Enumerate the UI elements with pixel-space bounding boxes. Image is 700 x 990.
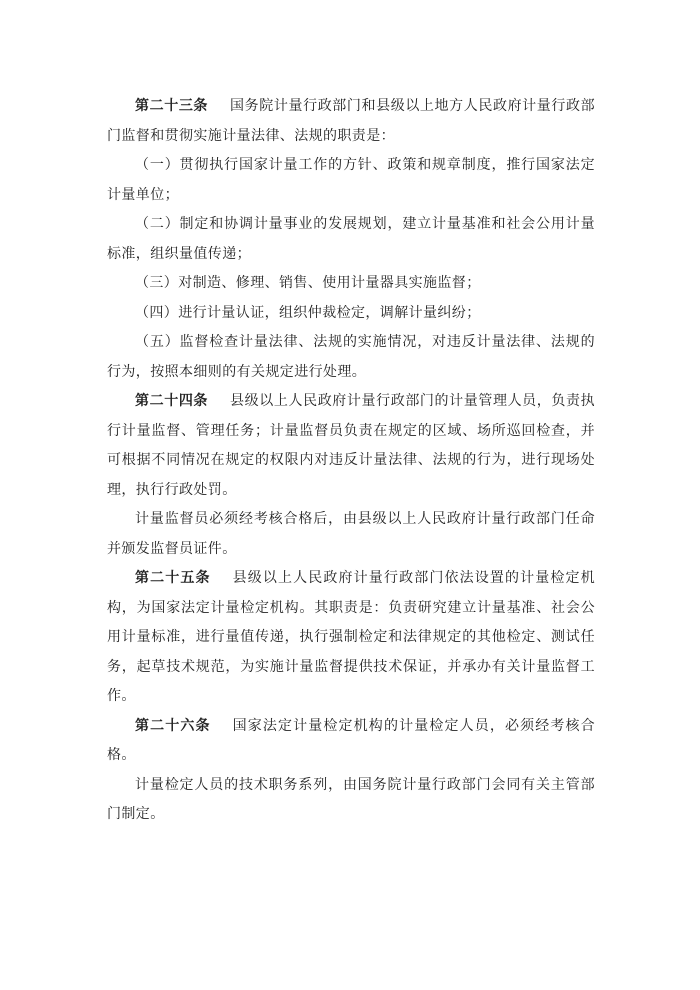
article-23-item-2 (107, 210, 595, 269)
article-23-item-3-text: （三）对制造、修理、销售、使用计量器具实施监督； (135, 275, 481, 291)
article-23-item-3 (107, 269, 595, 299)
article-25-paragraph (107, 564, 595, 712)
article-23-item-5-text: （五）监督检查计量法律、法规的实施情况，对违反计量法律、法规的行为，按照本细则的有关规定进行处理。 (107, 334, 595, 380)
article-23-item-4 (107, 299, 595, 329)
article-24-paragraph (107, 387, 595, 505)
article-23-item-5 (107, 328, 595, 387)
article-24-continuation (107, 505, 595, 564)
article-24-continuation-text: 计量监督员必须经考核合格后，由县级以上人民政府计量行政部门任命并颁发监督员证件。 (107, 511, 595, 557)
article-23-item-4-text: （四）进行计量认证，组织仲裁检定，调解计量纠纷； (135, 304, 481, 321)
article-26-paragraph (107, 712, 595, 771)
article-26-text: 国家法定计量检定机构的计量检定人员，必须经考核合格。 (107, 717, 596, 763)
article-26-heading: 第二十六条 (135, 717, 211, 734)
article-24-text: 县级以上人民政府计量行政部门的计量管理人员，负责执行计量监督、管理任务；计量监督员负责在规定的区域、场所巡回检查，并可根据不同情况在规定的权限内对违反计量法律、法规的行为，进行现场处理，执行行政处罚。 (107, 393, 596, 498)
article-25-heading: 第二十五条 (135, 570, 211, 586)
article-23-text: 国务院计量行政部门和县级以上地方人民政府计量行政部门监督和贯彻实施计量法律、法规的职责是： (107, 98, 596, 144)
article-23-item-1 (107, 151, 595, 210)
article-23-paragraph (107, 92, 595, 151)
article-23-item-2-text: （二）制定和协调计量事业的发展规划，建立计量基准和社会公用计量标准，组织量值传递； (107, 216, 595, 262)
article-25-text: 县级以上人民政府计量行政部门依法设置的计量检定机构，为国家法定计量检定机构。其职责是：负责研究建立计量基准、社会公用计量标准，进行量值传递，执行强制检定和法律规定的其他检定、测试任务，起草技术规范，为实施计量监督提供技术保证，并承办有关计量监督工作。 (107, 570, 596, 704)
article-23-item-1-text: （一）贯彻执行国家计量工作的方针、政策和规章制度，推行国家法定计量单位； (107, 157, 595, 203)
article-24-heading: 第二十四条 (135, 393, 209, 409)
article-26-continuation-text: 计量检定人员的技术职务系列，由国务院计量行政部门会同有关主管部门制定。 (107, 776, 595, 822)
document-body (107, 92, 595, 830)
article-23-heading: 第二十三条 (135, 98, 209, 114)
article-26-continuation (107, 771, 595, 830)
